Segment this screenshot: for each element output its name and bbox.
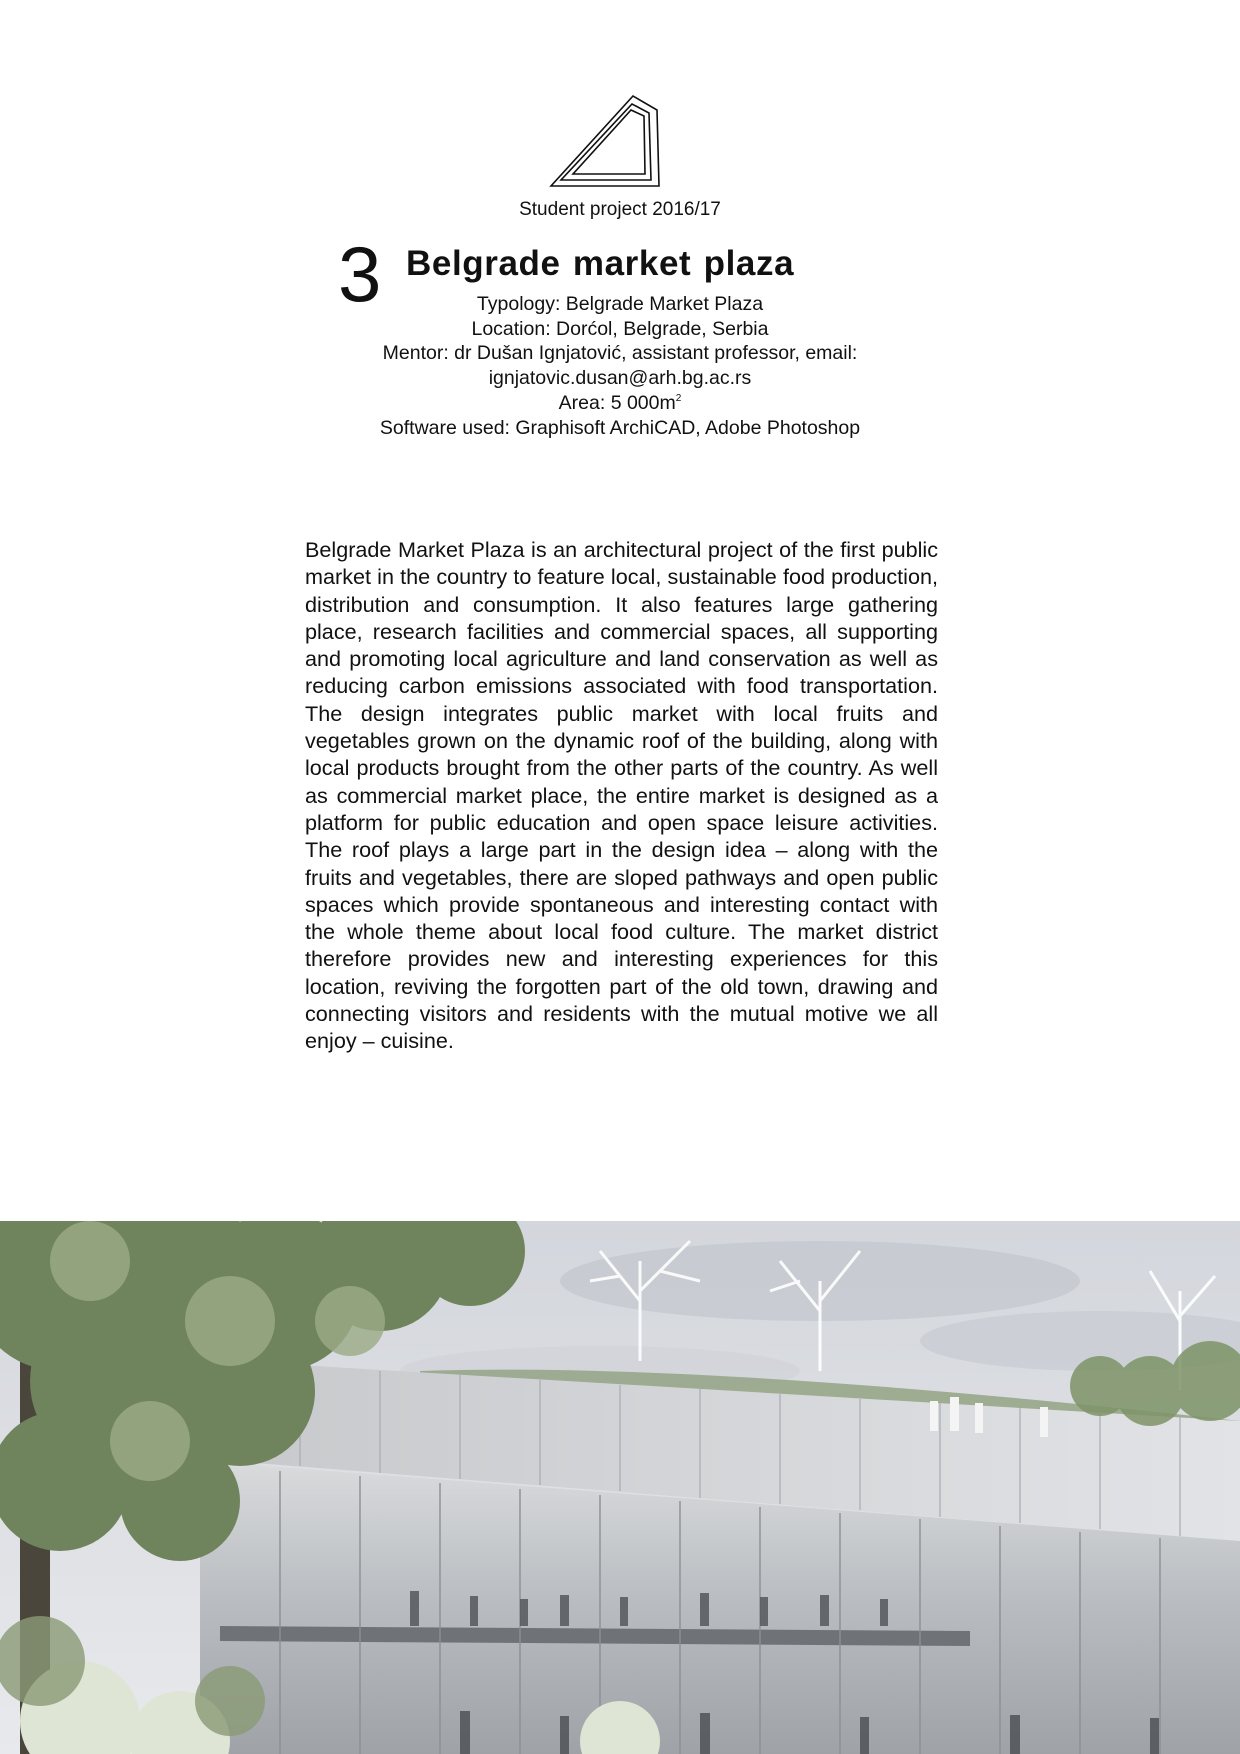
software-line: Software used: Graphisoft ArchiCAD, Adobe Photoshop: [379, 416, 861, 439]
project-description: Belgrade Market Plaza is an architectural project of the first public market in the country to feature local, sustainable food production, distribution and consumption. It also features large gathering place, research facilities and commercial spaces, all supporting and promoting local agriculture and land conservation as well as reducing carbon emissions associated with food transportation. The design integrates public market with local fruits and vegetables grown on the dynamic roof of the building, along with local products brought from the other parts of the country. As well as commercial market place, the entire market is designed as a platform for public education and open space leisure activities. The roof plays a large part in the design idea – along with the fruits and vegetables, there are sloped pathways and open public spaces which provide spontaneous and interesting contact with the whole theme about local food culture. The market district therefore provides new and interesting experiences for this location, reviving the forgotten part of the old town, drawing and connecting visitors and residents with the mutual motive we all enjoy – cuisine.: [305, 537, 938, 1054]
area-line: [340, 391, 900, 416]
area-value: Area: 5 000m: [558, 391, 676, 414]
typology-line: Typology: Belgrade Market Plaza: [476, 293, 764, 315]
email-line: ignjatovic.dusan@arh.bg.ac.rs: [488, 367, 752, 390]
project-details: [340, 292, 900, 440]
location-line: Location: Dorćol, Belgrade, Serbia: [471, 317, 769, 340]
page-title: Belgrade market plaza: [406, 244, 795, 283]
area-superscript: 2: [675, 392, 682, 404]
project-number: 3: [338, 230, 380, 318]
house-outline-logo: [549, 94, 661, 190]
mentor-line: Mentor: dr Dušan Ignjatović, assistant professor, email:: [382, 342, 858, 365]
project-label: Student project 2016/17: [519, 199, 721, 220]
architectural-rendering-image: [0, 1221, 1240, 1754]
